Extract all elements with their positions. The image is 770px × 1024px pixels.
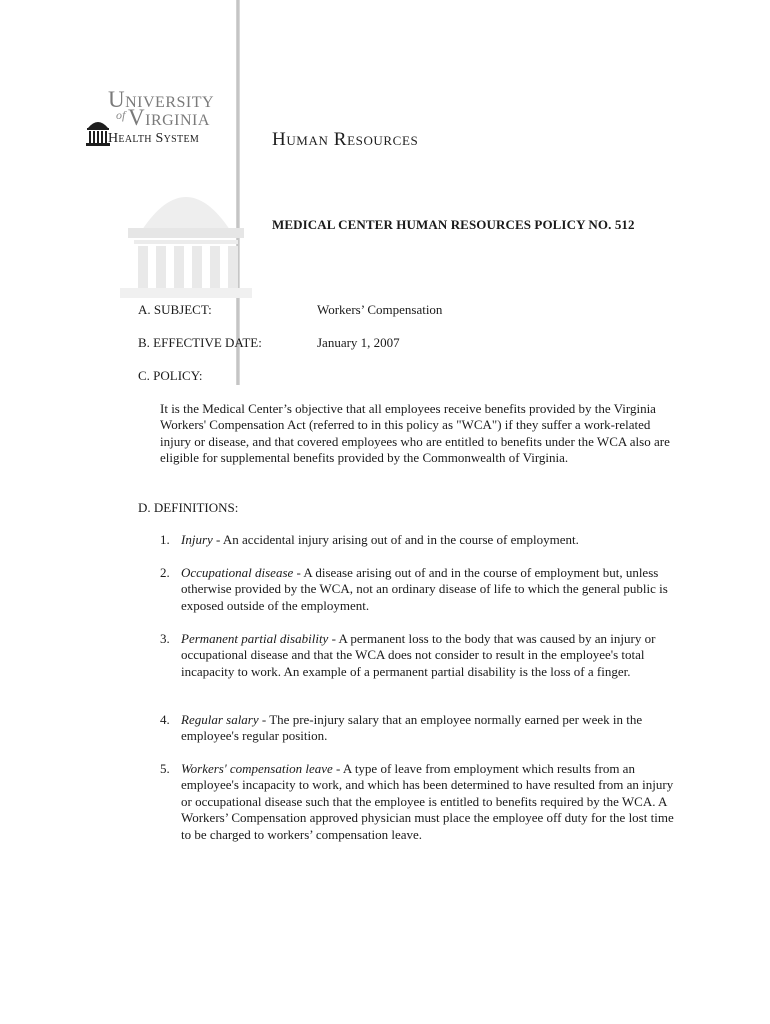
department-title: Human Resources [272, 129, 419, 150]
logo-of: of [116, 108, 126, 122]
definition-number: 5. [160, 761, 170, 776]
definition-number: 4. [160, 712, 170, 727]
definition-item [181, 761, 681, 843]
definition-number: 2. [160, 565, 170, 580]
definition-term: Injury [181, 532, 213, 547]
definitions-heading: D. DEFINITIONS: [138, 500, 239, 515]
subject-label: A. SUBJECT: [138, 302, 212, 317]
rotunda-icon [86, 114, 110, 148]
definition-item [181, 712, 681, 745]
rotunda-watermark-icon [120, 168, 252, 298]
definition-number: 1. [160, 532, 170, 547]
definition-term: Regular salary [181, 712, 259, 727]
uva-health-system-logo [86, 88, 246, 152]
definition-text: - A disease arising out of and in the course of employment but, unless otherwise provided by the WCA, not an ordinary disease of life to which the general public is exposed outside of the employment. [181, 565, 668, 613]
definition-item [181, 532, 681, 548]
definition-text: - A permanent loss to the body that was caused by an injury or occupational disease and that the WCA does not consider to result in the employee's total incapacity to work. An example of a permanent partial disability is the loss of a finger. [181, 631, 656, 679]
definition-text: - An accidental injury arising out of and in the course of employment. [212, 532, 579, 547]
effective-date-value: January 1, 2007 [317, 335, 400, 350]
logo-university: University [108, 87, 215, 112]
definition-term: Workers' compensation leave [181, 761, 333, 776]
definition-item [181, 565, 681, 614]
definition-number: 3. [160, 631, 170, 646]
effective-date-label: B. EFFECTIVE DATE: [138, 335, 262, 350]
definition-term: Permanent partial disability [181, 631, 329, 646]
definition-item [181, 631, 681, 680]
definition-text: - The pre-injury salary that an employee normally earned per week in the employee's regular position. [181, 712, 643, 744]
policy-heading: C. POLICY: [138, 368, 203, 383]
policy-title: MEDICAL CENTER HUMAN RESOURCES POLICY NO. 512 [272, 217, 635, 232]
definition-text: - A type of leave from employment which results from an employee's incapacity to work, and which has been determined to have resulted from an injury or occupational disease such that the employee is entitled to benefits required by the WCA. A Workers’ Compensation approved physician must place the employee off duty for the lost time to be charged to workers’ compensation leave. [181, 761, 674, 842]
policy-text: It is the Medical Center’s objective that all employees receive benefits provided by the Virginia Workers' Compensation Act (referred to in this policy as "WCA") if they suffer a work-related injury or disease, and that covered employees who are entitled to benefits under the WCA also are eligible for supplemental benefits provided by the Commonwealth of Virginia. [160, 401, 670, 466]
logo-health-system: Health System [108, 131, 200, 146]
definition-term: Occupational disease [181, 565, 294, 580]
logo-virginia: Virginia [128, 105, 210, 130]
subject-value: Workers’ Compensation [317, 302, 443, 317]
